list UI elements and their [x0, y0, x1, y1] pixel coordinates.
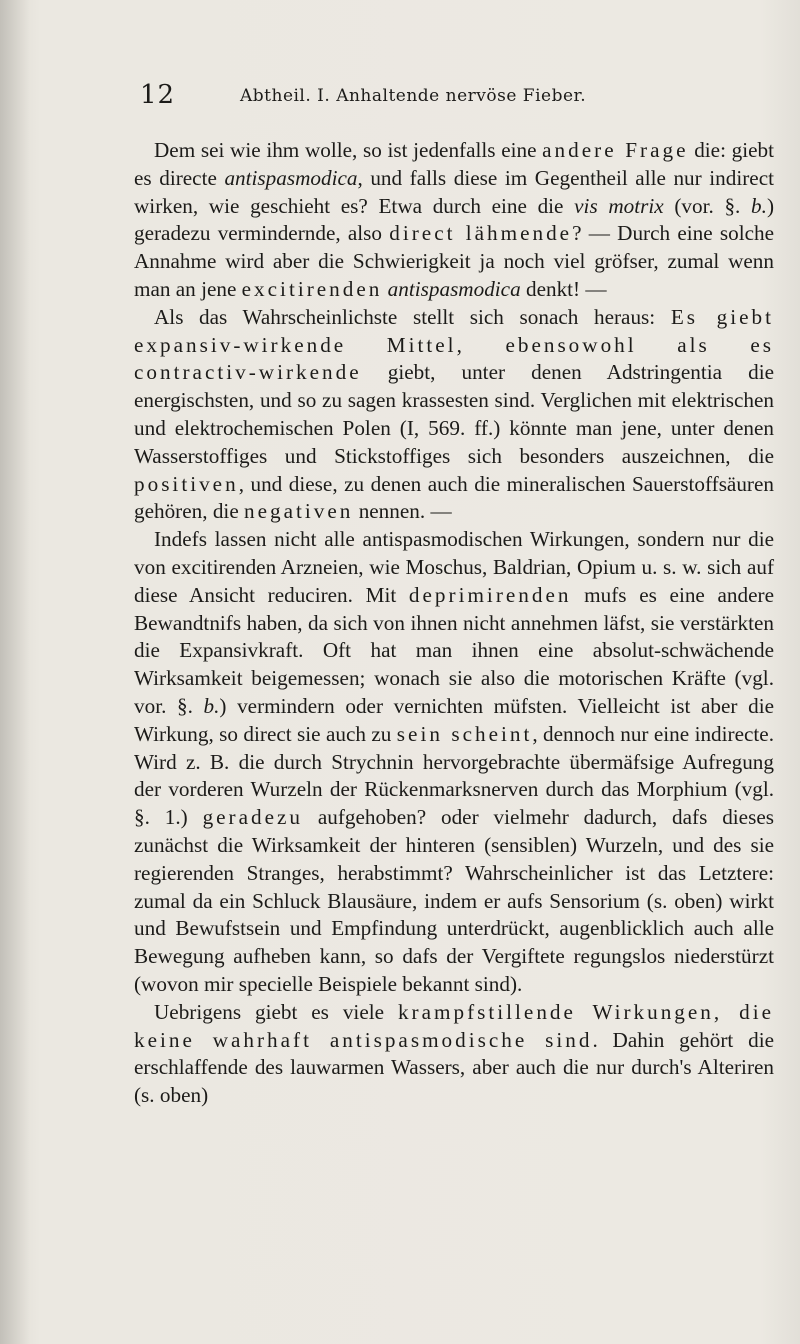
emphasis-italic: antispasmodica	[224, 165, 358, 190]
text-run: , und falls diese im Gegentheil alle nur indirect wirken, wie geschieht es? Etwa durch eine die	[134, 165, 774, 218]
emphasis-spaced: andere Frage	[542, 138, 689, 162]
emphasis-italic: b.	[203, 693, 220, 718]
emphasis-spaced: negativen	[244, 499, 354, 524]
text-run: aufgehoben? oder vielmehr dadurch, dafs dieses zunächst die Wirksamkeit der hinteren (sensiblen) Wurzeln, und des sie regierenden Stranges, herabstimmt? Wahrscheinlicher ist das Letztere: zumal da ein Schluck Blausäure, indem er aufs Sensorium (s. oben) wirkt und Bewufstsein und Empfindung unterdrückt, augenblicklich auch alle Bewegung aufheben kann, so dafs der Vergiftete regungslos niederstürzt (wovon mir specielle Beispiele bekannt sind).	[134, 805, 774, 996]
text-run: , und diese, zu denen auch die mineralischen Sauerstoffsäuren gehören, die	[134, 471, 774, 524]
emphasis-spaced: Es giebt expansiv-wirkende Mittel, ebensowohl als es contractiv-wirkende	[134, 304, 774, 385]
text-run: ) geradezu vermindernde, also	[134, 193, 774, 246]
emphasis-spaced: krampfstillende Wirkungen, die keine wahrhaft antispasmodische sind	[134, 999, 774, 1052]
text-run: Indefs lassen nicht alle antispasmodischen Wirkungen, sondern nur die von excitirenden Arzneien, wie Moschus, Baldrian, Opium u. s. w. sich auf diese Ansicht reduciren. Mit	[134, 527, 774, 607]
emphasis-spaced: sein scheint	[396, 721, 533, 746]
paragraph	[134, 526, 774, 999]
text-run: mufs es eine andere Bewandtnifs haben, da sich von ihnen nicht annehmen läfst, sie verstärkten die Expansivkraft. Oft hat man ihnen eine absolut-schwächende Wirksamkeit beigemessen; wonach sie also die motorischen Kräfte (vgl. vor. §.	[134, 582, 774, 718]
paragraph	[134, 999, 774, 1110]
running-head: Abtheil. I. Anhaltende nervöse Fieber.	[240, 86, 587, 106]
text-run: ) vermindern oder vernichten müfsten. Vielleicht ist aber die Wirkung, so direct sie auch zu	[134, 693, 774, 746]
paragraph	[134, 137, 774, 304]
text-run: Als das Wahrscheinlichste stellt sich sonach heraus:	[154, 304, 671, 329]
emphasis-spaced: direct lähmende	[389, 221, 573, 246]
text-run: (vor. §.	[663, 193, 752, 218]
body-text	[134, 137, 774, 1110]
text-run: ? — Durch eine solche Annahme wird aber die Schwierigkeit ja noch viel gröfser, zumal wenn man an jene	[134, 221, 774, 301]
emphasis-spaced: positiven	[134, 471, 239, 496]
text-run: , dennoch nur eine indirecte. Wird z. B. die durch Strychnin hervorgebrachte übermäfsige Aufregung der vorderen Wurzeln der Rückenmarksnerven durch das Morphium (vgl. §. 1.)	[134, 721, 774, 830]
text-run: denkt! —	[520, 276, 607, 301]
emphasis-spaced: deprimirenden	[408, 582, 572, 607]
emphasis-spaced: excitirenden	[241, 276, 383, 301]
page-number: 12	[140, 80, 176, 110]
page-edge-shadow	[0, 0, 30, 1344]
paragraph	[134, 304, 774, 526]
text-run: giebt, unter denen Adstringentia die energischsten, und so zu sagen krassesten sind. Verglichen mit elektrischen und elektrochemischen Polen (I, 569. ff.) könnte man jene, unter denen Wasserstoffiges und Stickstoffiges sich besonders auszeichnen, die	[134, 360, 774, 468]
page-header	[140, 80, 760, 110]
emphasis-italic: antispasmodica	[387, 276, 521, 301]
text-run: Uebrigens giebt es viele	[154, 999, 398, 1024]
text-run: die: giebt es directe	[134, 138, 775, 190]
emphasis-spaced: geradezu	[202, 805, 304, 830]
text-run: Dem sei wie ihm wolle, so ist jedenfalls eine	[154, 138, 543, 162]
emphasis-italic: vis motrix	[574, 193, 664, 218]
text-run: nennen. —	[353, 499, 452, 524]
text-run: . Dahin gehört die erschlaffende des lauwarmen Wassers, aber auch die nur durch's Alteriren (s. oben)	[134, 1027, 774, 1108]
emphasis-italic: b.	[751, 193, 767, 218]
